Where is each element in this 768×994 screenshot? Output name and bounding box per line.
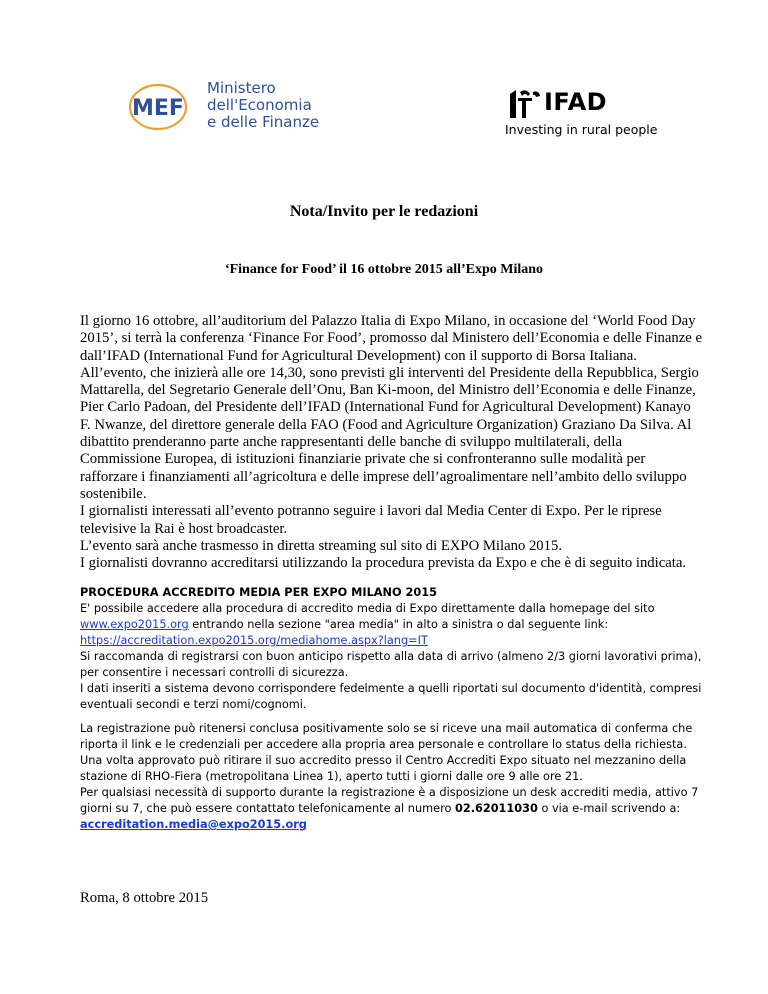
mef-logo-line: Ministero: [207, 79, 276, 97]
mef-logo-line: dell'Economia: [207, 96, 312, 114]
ifad-wheat-icon: [506, 88, 544, 120]
mef-logo-mark: [128, 82, 188, 132]
procedure-text: E' possibile accedere alla procedura di accredito media di Expo direttamente dalla homepage del sito: [80, 602, 655, 615]
procedure-paragraph: Si raccomanda di registrarsi con buon anticipo rispetto alla data di arrivo (almeno 2/3 giorni lavorativi prima), per consentire i necessari controlli di sicurezza.: [80, 650, 702, 679]
phone-number: 02.62011030: [454, 802, 538, 815]
registration-text: o via e-mail scrivendo a:: [537, 802, 681, 815]
email-link[interactable]: accreditation.media@expo2015.org: [80, 818, 307, 831]
accreditation-link[interactable]: https://accreditation.expo2015.org/mediahome.aspx?lang=IT: [80, 634, 428, 647]
expo-site-link[interactable]: www.expo2015.org: [80, 618, 189, 631]
mef-logo-text: [207, 80, 319, 131]
document-subtitle: ‘Finance for Food’ il 16 ottobre 2015 all’Expo Milano: [224, 262, 544, 277]
body-paragraph: I giornalisti dovranno accreditarsi utilizzando la procedura prevista da Expo e che è di seguito indicata.: [80, 555, 687, 572]
svg-text:MEF: MEF: [132, 96, 184, 121]
procedure-text: entrando nella sezione "area media" in alto a sinistra o dal seguente link:: [188, 618, 609, 631]
ifad-logo-tagline: Investing in rural people: [505, 122, 658, 137]
closing-date: Roma, 8 ottobre 2015: [80, 890, 209, 906]
procedure-paragraph: I dati inseriti a sistema devono corrispondere fedelmente a quelli riportati sul documento d'identità, compresi eventuali secondi e terzi nomi/cognomi.: [80, 682, 702, 711]
body-paragraph: L’evento sarà anche trasmesso in diretta streaming sul sito di EXPO Milano 2015.: [80, 537, 563, 554]
body-text: [80, 313, 705, 572]
document-title: Nota/Invito per le redazioni: [289, 203, 479, 220]
registration-info: [80, 721, 710, 833]
ifad-logo-name: IFAD: [544, 88, 608, 116]
accreditation-procedure: [80, 585, 710, 713]
registration-paragraph: La registrazione può ritenersi conclusa positivamente solo se si riceve una mail automatica di conferma che riporta il link e le credenziali per accedere alla propria area personale e controllare lo status della richiesta. Una volta approvato può ritirare il suo accredito presso il Centro Accrediti Expo situato nel mezzanino della stazione di RHO-Fiera (metropolitana Linea 1), aperto tutti i giorni dalle ore 9 alle ore 21.: [80, 722, 693, 783]
body-paragraph: Il giorno 16 ottobre, all’auditorium del Palazzo Italia di Expo Milano, in occasione del ‘World Food Day 2015’, si terrà la conferenza ‘Finance For Food’, promosso dal Ministero dell’Economia e delle Finanze e dall’IFAD (International Fund for Agricultural Development) con il supporto di Borsa Italiana. All’evento, che inizierà alle ore 14,30, sono previsti gli interventi del Presidente della Repubblica, Sergio Mattarella, del Segretario Generale dell’Onu, Ban Ki-moon, del Ministro dell’Economia e delle Finanze, Pier Carlo Padoan, del Presidente dell’IFAD (International Fund for Agricultural Development) Kanayo F. Nwanze, del direttore generale della FAO (Food and Agriculture Organization) Graziano Da Silva. Al dibattito prenderanno parte anche rappresentanti delle banche di sviluppo multilaterali, della Commissione Europea, di istituzioni finanziarie private che si confronteranno sulle modalità per rafforzare i finanziamenti all’agricoltura e delle imprese dell’agroalimentare nell’ambito dello sviluppo sostenibile.: [80, 313, 702, 502]
procedure-paragraph: [80, 601, 710, 649]
mef-logo-line: e delle Finanze: [207, 113, 320, 131]
registration-text: Per qualsiasi necessità di supporto durante la registrazione è a disposizione un desk accrediti media, attivo 7 giorni su 7, che può essere contattato telefonicamente al numero: [80, 786, 699, 815]
body-paragraph: I giornalisti interessati all’evento potranno seguire i lavori dal Media Center di Expo. Per le riprese televisive la Rai è host broadcaster.: [80, 503, 662, 537]
registration-paragraph: [80, 785, 710, 833]
procedure-heading: PROCEDURA ACCREDITO MEDIA PER EXPO MILANO 2015: [80, 586, 437, 599]
